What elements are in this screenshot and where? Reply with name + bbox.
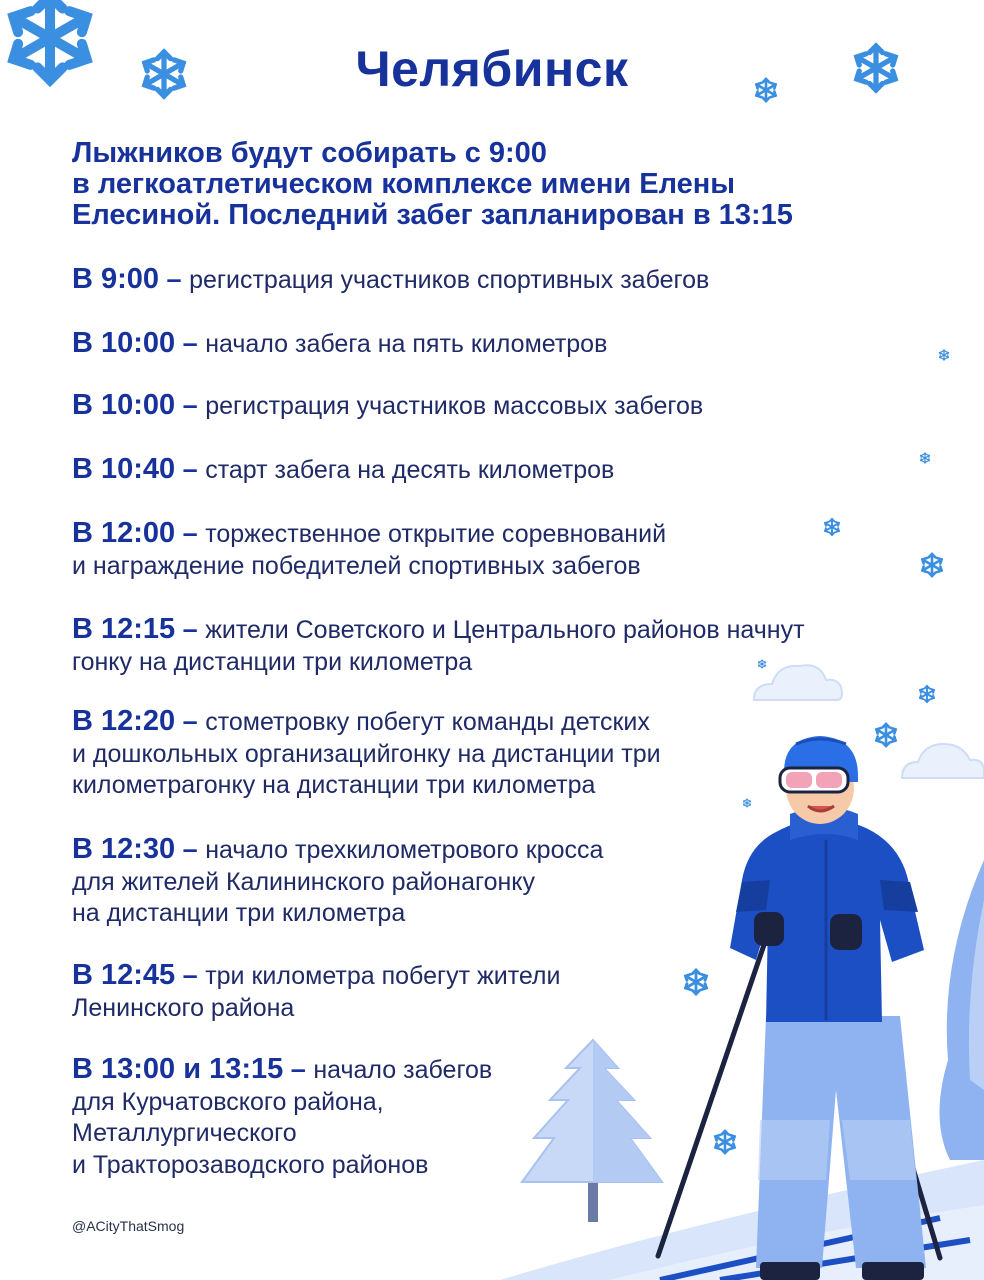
schedule-item: [72, 328, 607, 361]
author-handle: @ACityThatSmog: [72, 1218, 185, 1234]
schedule-time: В 12:00: [72, 517, 176, 549]
schedule-item: [72, 706, 661, 802]
skier-illustration: [658, 736, 940, 1280]
schedule-time: В 12:20: [72, 705, 176, 737]
schedule-time: В 12:15: [72, 613, 176, 645]
schedule-dash: –: [175, 614, 206, 644]
schedule-dash: –: [283, 1054, 314, 1084]
schedule-description: начало забегов: [313, 1056, 493, 1084]
schedule-line: Металлургического: [72, 1119, 297, 1147]
schedule-line: Ленинского района: [72, 993, 295, 1022]
schedule-item: [72, 834, 603, 930]
schedule-description: старт забега на десять километров: [205, 456, 615, 484]
schedule-line: и Тракторозаводского районов: [72, 1150, 429, 1179]
schedule-description: жители Советского и Центрального районов начнут: [205, 616, 805, 644]
page-title: Челябинск: [355, 41, 629, 97]
schedule-description: регистрация участников спортивных забегов: [189, 266, 710, 294]
schedule-dash: –: [175, 328, 206, 358]
schedule-description: три километра побегут жители: [205, 962, 561, 990]
schedule-item: [72, 1054, 492, 1181]
schedule-item: [72, 390, 703, 423]
schedule-description: начало забега на пять километров: [205, 330, 608, 358]
schedule-dash: –: [175, 518, 206, 548]
schedule-line: километрагонку на дистанции три километра: [72, 771, 596, 799]
schedule-dash: –: [175, 834, 206, 864]
schedule-line: для жителей Калининского районагонку: [72, 867, 536, 896]
snowflake-icon: [686, 970, 707, 994]
schedule-dash: –: [159, 264, 190, 294]
intro-text: [72, 138, 932, 231]
intro-line: Лыжников будут собирать с 9:00: [72, 137, 547, 169]
schedule-line: [72, 454, 614, 487]
snowflake-icon: [715, 1131, 734, 1153]
schedule-line: [72, 960, 561, 993]
schedule-line: и дошкольных организацийгонку на дистанции три: [72, 739, 661, 768]
snowflake-icon: [744, 799, 751, 807]
intro-line: в легкоатлетическом комплексе имени Елены: [72, 168, 736, 200]
schedule-item: [72, 264, 709, 297]
schedule-time: В 10:00: [72, 389, 176, 421]
schedule-dash: –: [175, 454, 206, 484]
snowflake-icon: [921, 453, 930, 463]
schedule-line: [72, 614, 805, 647]
schedule-line: [72, 264, 709, 297]
snowflake-icon: [920, 686, 934, 702]
schedule-line: [72, 328, 607, 361]
schedule-item: [72, 960, 561, 1024]
schedule-line: и награждение победителей спортивных забегов: [72, 551, 641, 580]
schedule-line: гонку на дистанции три километра: [72, 647, 473, 676]
schedule-item: [72, 454, 614, 487]
schedule-time: В 9:00: [72, 263, 160, 295]
schedule-description: начало трехкилометрового кросса: [205, 836, 604, 864]
schedule-dash: –: [175, 706, 206, 736]
schedule-time: В 12:45: [72, 959, 176, 991]
schedule-line: [72, 834, 603, 867]
schedule-item: [72, 614, 805, 678]
schedule-dash: –: [175, 960, 206, 990]
schedule-time: В 13:00 и 13:15: [72, 1053, 284, 1085]
schedule-item: [72, 518, 666, 582]
schedule-time: В 12:30: [72, 833, 176, 865]
schedule-line: [72, 706, 661, 739]
snowflake-icon: [876, 724, 895, 746]
schedule-line: [72, 1054, 492, 1087]
snowflake-icon: [825, 519, 839, 535]
schedule-dash: –: [175, 390, 206, 420]
schedule-line: [72, 390, 703, 423]
schedule-line: для Курчатовского района,: [72, 1087, 384, 1116]
schedule-description: регистрация участников массовых забегов: [205, 392, 704, 420]
schedule-time: В 10:00: [72, 327, 176, 359]
schedule-description: стометровку побегут команды детских: [205, 708, 650, 736]
schedule-time: В 10:40: [72, 453, 176, 485]
schedule-description: торжественное открытие соревнований: [205, 520, 667, 548]
schedule-line: на дистанции три километра: [72, 899, 406, 927]
schedule-line: [72, 518, 666, 551]
snowflake-icon: [922, 554, 941, 576]
snowflake-icon: [940, 350, 949, 360]
fir-tree-icon: [522, 1040, 662, 1222]
intro-line: Елесиной. Последний забег запланирован в 13:15: [72, 199, 793, 231]
